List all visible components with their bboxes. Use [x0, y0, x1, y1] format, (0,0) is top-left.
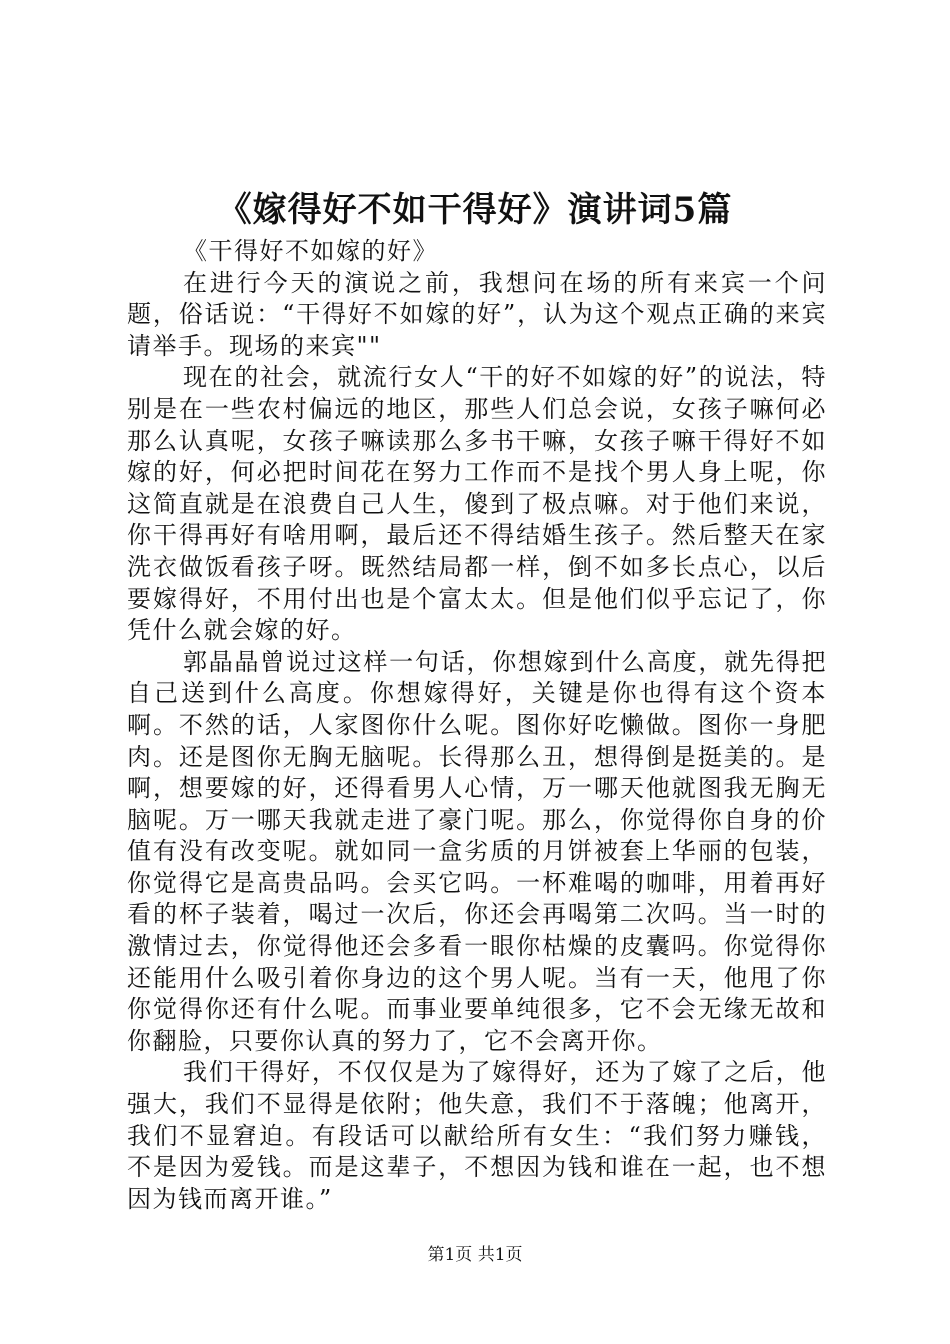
body-paragraph: 现在的社会，就流行女人“干的好不如嫁的好”的说法，特别是在一些农村偏远的地区，那些人们总会说，女孩子嘛何必那么认真呢，女孩子嘛读那么多书干嘛，女孩子嘛干得好不如嫁的好，何必把时间花在努力工作而不是找个男人身上呢，你这简直就是在浪费自己人生，傻到了极点嘛。对于他们来说，你干得再好有啥用啊，最后还不得结婚生孩子。然后整天在家洗衣做饭看孩子呀。既然结局都一样，倒不如多长点心，以后要嫁得好，不用付出也是个富太太。但是他们似乎忘记了，你凭什么就会嫁的好。 [127, 363, 827, 645]
subtitle-paragraph: 《干得好不如嫁的好》 [183, 237, 438, 265]
document-title: 《嫁得好不如干得好》演讲词5篇 [217, 190, 733, 230]
page-footer: 第1页 共1页 [427, 1245, 523, 1265]
body-paragraph: 郭晶晶曾说过这样一句话，你想嫁到什么高度，就先得把自己送到什么高度。你想嫁得好，关键是你也得有这个资本啊。不然的话，人家图你什么呢。图你好吃懒做。图你一身肥肉。还是图你无胸无脑呢。长得那么丑，想得倒是挺美的。是啊，想要嫁的好，还得看男人心情，万一哪天他就图我无胸无脑呢。万一哪天我就走进了豪门呢。那么，你觉得你自身的价值有没有改变呢。就如同一盒劣质的月饼被套上华丽的包装，你觉得它是高贵品吗。会买它吗。一杯难喝的咖啡，用着再好看的杯子装着，喝过一次后，你还会再喝第二次吗。当一时的激情过去，你觉得他还会多看一眼你枯燥的皮囊吗。你觉得你还能用什么吸引着你身边的这个男人呢。当有一天，他甩了你你觉得你还有什么呢。而事业要单纯很多，它不会无缘无故和你翻脸，只要你认真的努力了，它不会离开你。 [127, 647, 827, 1055]
body-paragraph: 在进行今天的演说之前，我想问在场的所有来宾一个问题，俗话说：“干得好不如嫁的好”，认为这个观点正确的来宾请举手。现场的来宾"" [127, 268, 827, 360]
body-paragraph: 我们干得好，不仅仅是为了嫁得好，还为了嫁了之后，他强大，我们不显得是依附；他失意，我们不于落魄；他离开，我们不显窘迫。有段话可以献给所有女生：“我们努力赚钱，不是因为爱钱。而是这辈子，不想因为钱和谁在一起，也不想因为钱而离开谁。” [127, 1058, 827, 1213]
document-body [127, 236, 827, 1215]
